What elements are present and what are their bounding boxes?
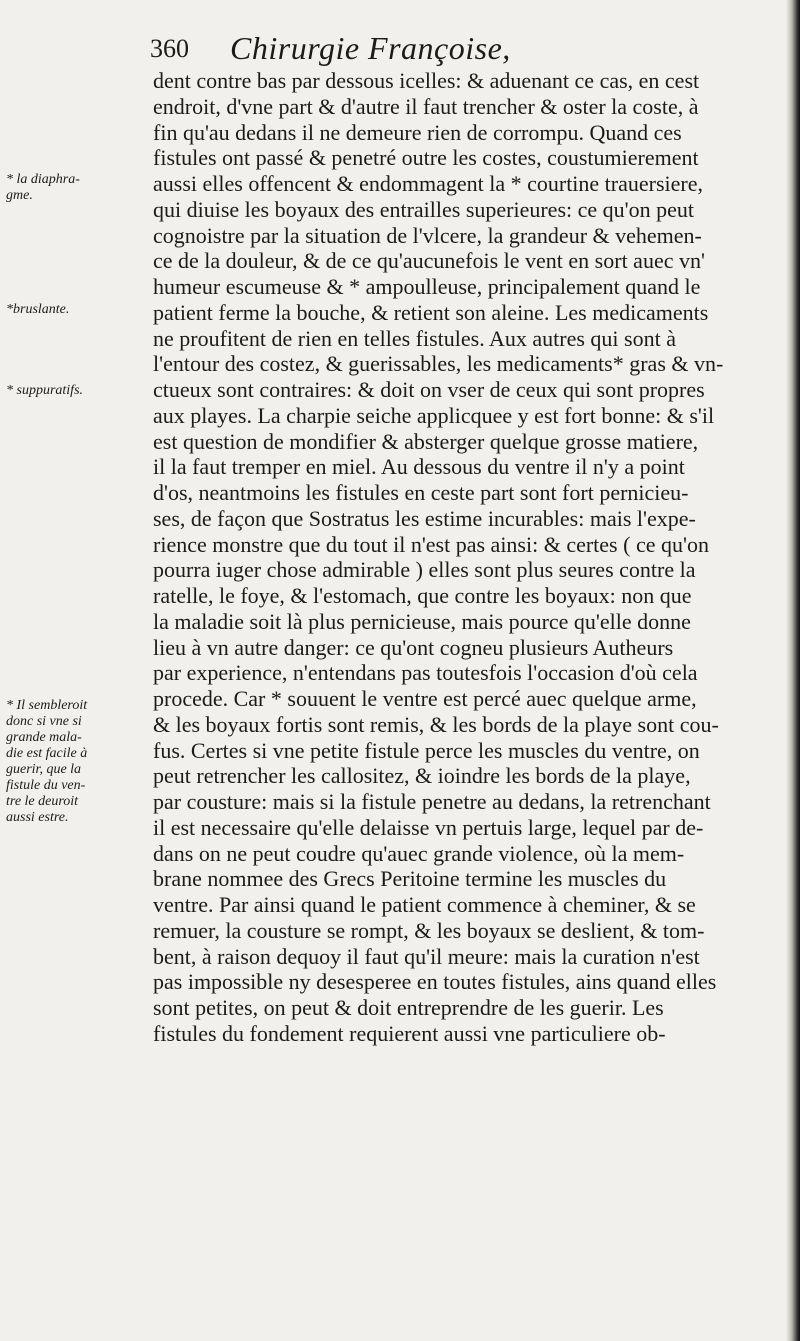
- text-line: pourra iuger chose admirable ) elles sont plus seures contre la: [153, 557, 696, 583]
- text-line: cognoistre par la situation de l'vlcere, la grandeur & vehemen-: [153, 222, 702, 248]
- text-line: pas impossible ny desesperee en toutes fistules, ains quand elles: [153, 969, 717, 995]
- margin-note-suppuratifs: [6, 383, 146, 399]
- text-line: endroit, d'vne part & d'autre il faut trencher & oster la coste, à: [153, 93, 699, 119]
- text-line: dent contre bas par dessous icelles: & aduenant ce cas, en cest: [153, 68, 700, 93]
- text-line: par cousture: mais si la fistule penetre au dedans, la retrenchant: [153, 789, 711, 814]
- margin-note-line: gme.: [6, 188, 33, 203]
- text-line: ne proufitent de rien en telles fistules. Aux autres qui sont à: [153, 325, 676, 351]
- text-line: ce de la douleur, & de ce qu'aucunefois le vent en sort auec vn': [153, 248, 705, 274]
- text-line: fistules ont passé & penetré outre les costes, coustumierement: [153, 145, 699, 171]
- text-line: la maladie soit là plus pernicieuse, mais pource qu'elle donne: [153, 608, 691, 634]
- margin-note-line: grande mala-: [6, 730, 82, 745]
- text-line: procede. Car * souuent le ventre est percé auec quelque arme,: [153, 686, 697, 711]
- text-line: l'entour des costez, & guerissables, les medicaments* gras & vn-: [153, 351, 724, 377]
- text-line: ctueux sont contraires: & doit on vser de ceux qui sont propres: [153, 377, 705, 402]
- text-line: il la faut tremper en miel. Au dessous du ventre il n'y a point: [153, 454, 685, 480]
- text-line: brane nommee des Grecs Peritoine termine les muscles du: [153, 866, 667, 892]
- margin-note-diaphragme: [6, 172, 146, 204]
- text-line: patient ferme la bouche, & retient son aleine. Les medicaments: [153, 299, 709, 325]
- text-line: humeur escumeuse & * ampoulleuse, principalement quand le: [153, 274, 701, 299]
- text-line: remuer, la cousture se rompt, & les boyaux se deslient, & tom-: [153, 917, 705, 943]
- margin-note-line: guerir, que la: [6, 762, 82, 777]
- text-line: qui diuise les boyaux des entrailles superieures: ce qu'on peut: [153, 196, 694, 222]
- margin-note-sembleroit: [6, 698, 146, 826]
- margin-note-bruslante: [6, 302, 146, 318]
- text-line: par experience, n'entendans pas toutesfois l'occasion d'où cela: [153, 660, 698, 686]
- page-header: [150, 28, 770, 68]
- text-line: sont petites, on peut & doit entreprendre de les guerir. Les: [153, 995, 664, 1020]
- margin-note-line: * suppuratifs.: [6, 383, 84, 398]
- margin-note-line: aussi estre.: [6, 810, 69, 825]
- text-line: aussi elles offencent & endommagent la * courtine trauersiere,: [153, 171, 703, 196]
- text-line: aux playes. La charpie seiche applicquee y est fort bonne: & s'il: [153, 402, 715, 428]
- margin-note-line: fistule du ven-: [6, 778, 86, 793]
- text-line: & les boyaux fortis sont remis, & les bords de la playe sont cou-: [153, 711, 719, 737]
- text-line: ses, de façon que Sostratus les estime incurables: mais l'expe-: [153, 505, 696, 531]
- text-line: bent, à raison dequoy il faut qu'il meure: mais la curation n'est: [153, 943, 700, 969]
- text-line: fus. Certes si vne petite fistule perce les muscles du ventre, on: [153, 737, 700, 763]
- page-edge-shadow: [786, 0, 800, 1341]
- text-line: ratelle, le foye, & l'estomach, que contre les boyaux: non que: [153, 583, 692, 608]
- margin-note-line: die est facile à: [6, 746, 88, 761]
- body-text: [153, 68, 785, 1047]
- margin-note-line: *bruslante.: [6, 302, 70, 317]
- text-line: fistules du fondement requierent aussi vne particuliere ob-: [153, 1020, 666, 1046]
- text-line: peut retrencher les callositez, & ioindre les bords de la playe,: [153, 763, 691, 789]
- text-line: rience monstre que du tout il n'est pas ainsi: & certes ( ce qu'on: [153, 531, 709, 557]
- text-line: lieu à vn autre danger: ce qu'ont cogneu plusieurs Autheurs: [153, 634, 674, 660]
- text-line: d'os, neantmoins les fistules en ceste part sont fort pernicieu-: [153, 480, 689, 505]
- text-line: dans on ne peut coudre qu'auec grande violence, où la mem-: [153, 840, 685, 866]
- text-line: fin qu'au dedans il ne demeure rien de corrompu. Quand ces: [153, 119, 682, 145]
- text-line: est question de mondifier & absterger quelque grosse matiere,: [153, 428, 699, 454]
- margin-note-line: tre le deuroit: [6, 794, 79, 809]
- margin-note-line: * la diaphra-: [6, 172, 80, 187]
- margin-note-line: donc si vne si: [6, 714, 82, 729]
- text-line: ventre. Par ainsi quand le patient commence à cheminer, & se: [153, 892, 696, 917]
- running-title: Chirurgie Françoise,: [230, 30, 511, 66]
- margin-note-line: * Il sembleroit: [6, 698, 88, 713]
- text-line: il est necessaire qu'elle delaisse vn pertuis large, lequel par de-: [153, 814, 704, 840]
- page-number: 360: [150, 34, 189, 63]
